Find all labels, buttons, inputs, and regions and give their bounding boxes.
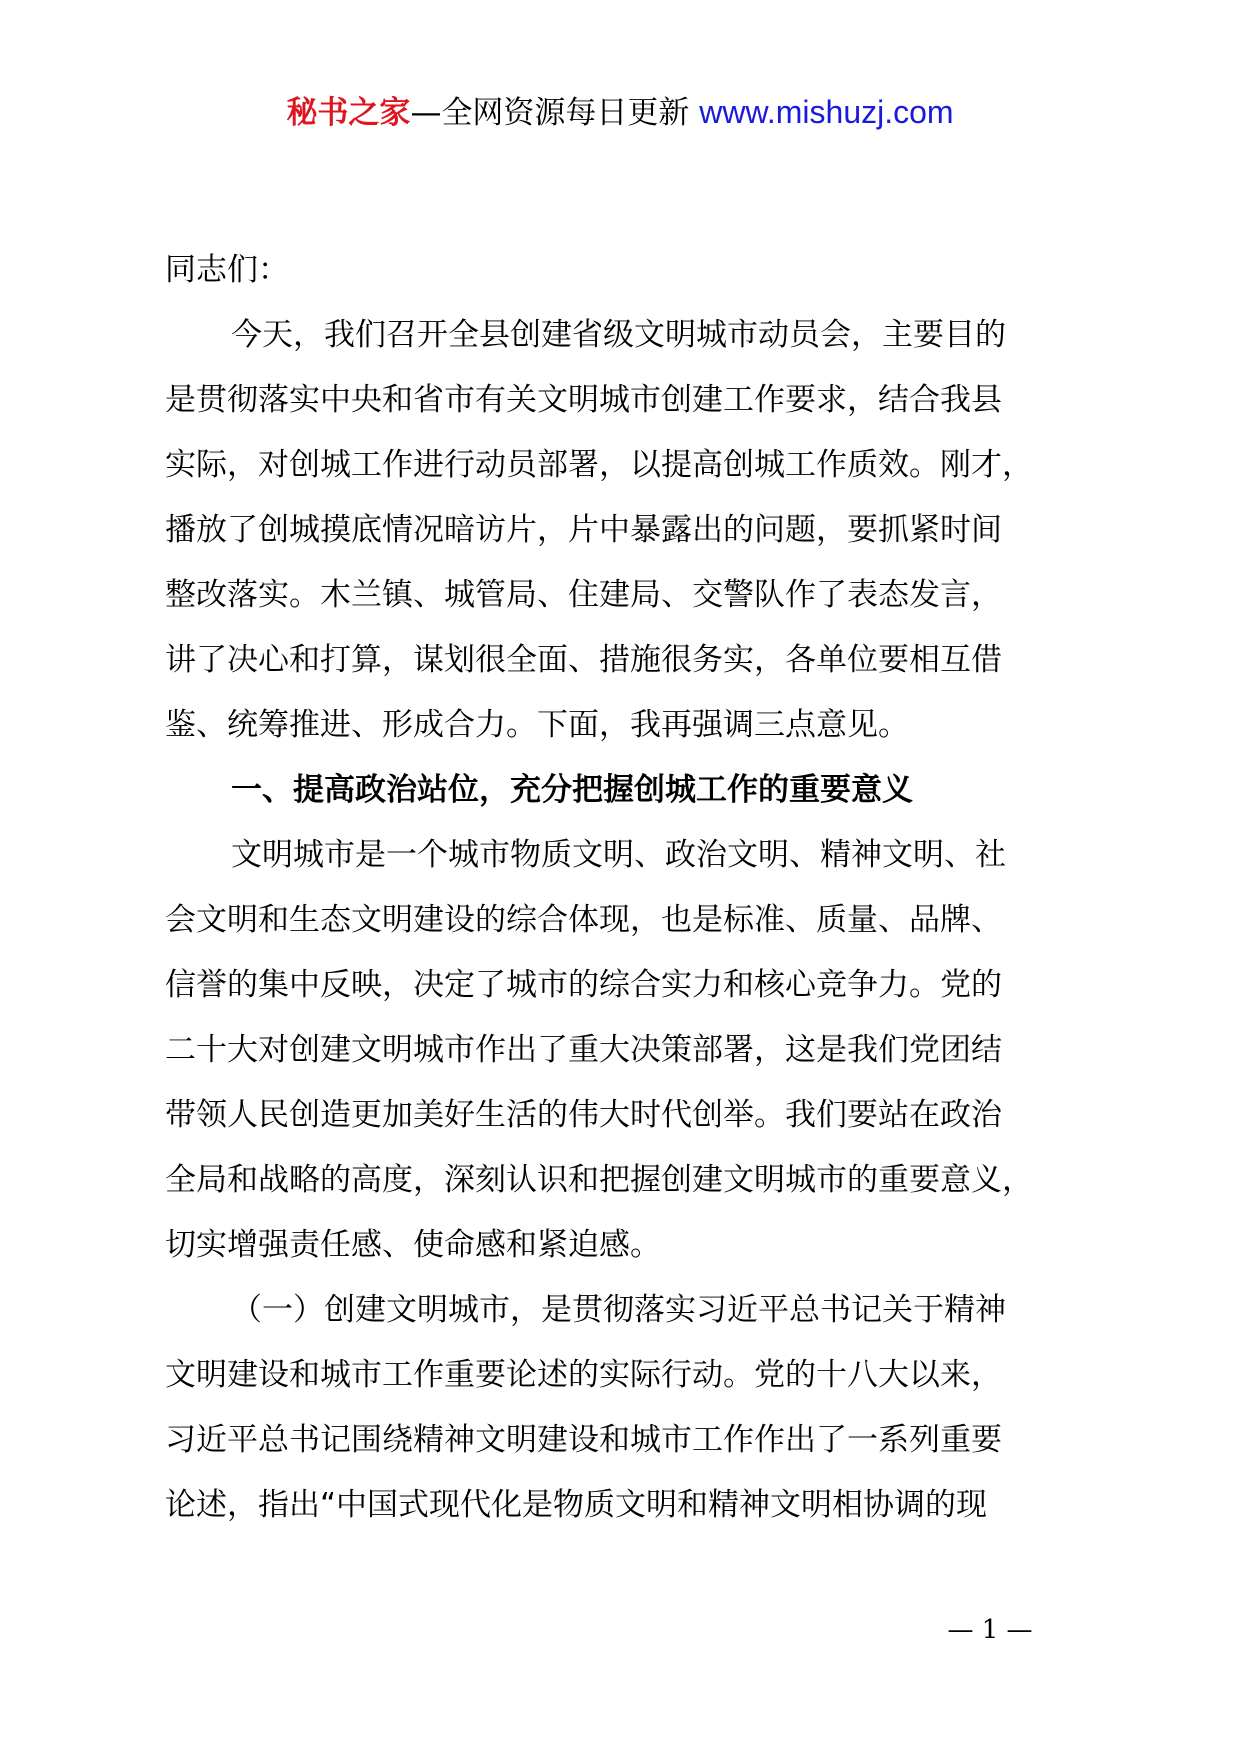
paragraph-line: 全局和战略的高度，深刻认识和把握创建文明城市的重要意义， (165, 1162, 1033, 1198)
page-number: — 1 — (947, 1615, 1033, 1645)
paragraph-line: 播放了创城摸底情况暗访片，片中暴露出的问题，要抓紧时间 (165, 512, 1002, 548)
paragraph-line: 论述，指出“中国式现代化是物质文明和精神文明相协调的现 (165, 1487, 988, 1523)
paragraph-line: 文明建设和城市工作重要论述的实际行动。党的十八大以来， (165, 1357, 1002, 1393)
section-heading: 一、提高政治站位，充分把握创城工作的重要意义 (231, 772, 913, 808)
paragraph-line: 整改落实。木兰镇、城管局、住建局、交警队作了表态发言， (165, 577, 1002, 613)
paragraph-line: 二十大对创建文明城市作出了重大决策部署，这是我们党团结 (165, 1032, 1002, 1068)
document-body (165, 238, 1095, 1538)
salutation: 同志们： (165, 252, 289, 288)
paragraph-line: （一）创建文明城市，是贯彻落实习近平总书记关于精神 (231, 1292, 1006, 1328)
paragraph-line: 信誉的集中反映，决定了城市的综合实力和核心竞争力。党的 (165, 967, 1002, 1003)
paragraph-line: 文明城市是一个城市物质文明、政治文明、精神文明、社 (231, 837, 1006, 873)
paragraph-line: 是贯彻落实中央和省市有关文明城市创建工作要求，结合我县 (165, 382, 1002, 418)
site-brand: 秘书之家 (286, 95, 411, 131)
site-header (0, 90, 1240, 135)
paragraph-line: 带领人民创造更加美好生活的伟大时代创举。我们要站在政治 (165, 1097, 1002, 1133)
paragraph-line: 讲了决心和打算，谋划很全面、措施很务实，各单位要相互借 (165, 642, 1002, 678)
paragraph-line: 今天，我们召开全县创建省级文明城市动员会，主要目的 (231, 317, 1006, 353)
paragraph-line: 实际，对创城工作进行动员部署，以提高创城工作质效。刚才， (165, 447, 1033, 483)
paragraph-line: 会文明和生态文明建设的综合体现，也是标准、质量、品牌、 (165, 902, 1002, 938)
paragraph-line: 习近平总书记围绕精神文明建设和城市工作作出了一系列重要 (165, 1422, 1002, 1458)
site-url-link[interactable]: www.mishuzj.com (699, 94, 954, 130)
paragraph-line: 切实增强责任感、使命感和紧迫感。 (165, 1227, 661, 1263)
paragraph-line: 鉴、统筹推进、形成合力。下面，我再强调三点意见。 (165, 707, 909, 743)
site-slogan: —全网资源每日更新 (410, 95, 700, 131)
